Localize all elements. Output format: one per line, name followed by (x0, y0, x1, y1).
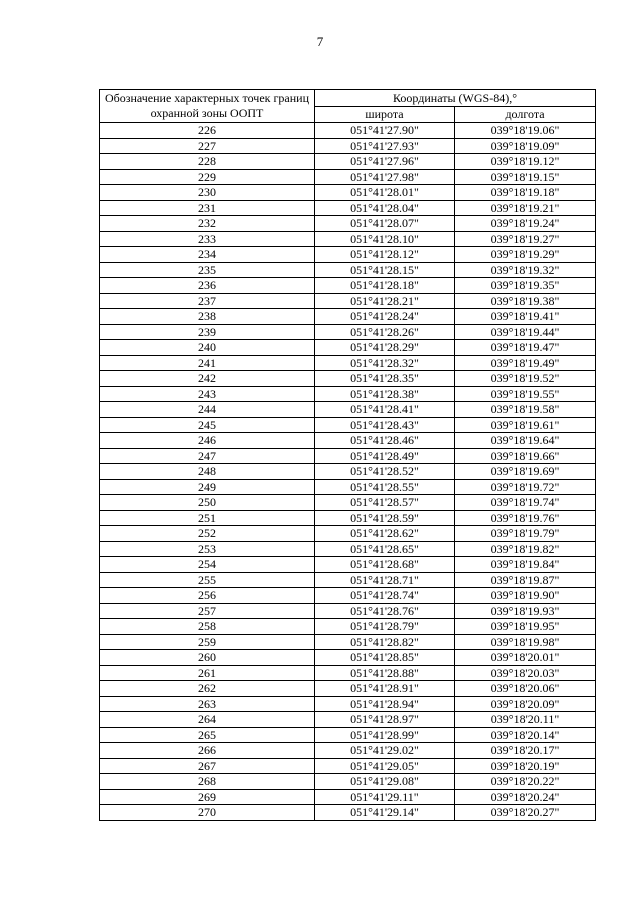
longitude-cell: 039°18'19.41" (455, 309, 596, 325)
point-cell: 268 (100, 774, 315, 790)
longitude-cell: 039°18'19.09" (455, 138, 596, 154)
longitude-cell: 039°18'19.27" (455, 231, 596, 247)
point-cell: 254 (100, 557, 315, 573)
table-row (100, 712, 596, 728)
table-row (100, 417, 596, 433)
longitude-cell: 039°18'19.12" (455, 154, 596, 170)
point-cell: 245 (100, 417, 315, 433)
point-cell: 235 (100, 262, 315, 278)
point-cell: 228 (100, 154, 315, 170)
table-row (100, 433, 596, 449)
longitude-cell: 039°18'19.74" (455, 495, 596, 511)
longitude-cell: 039°18'20.14" (455, 727, 596, 743)
latitude-cell: 051°41'28.82" (315, 634, 455, 650)
latitude-cell: 051°41'27.96" (315, 154, 455, 170)
longitude-cell: 039°18'19.52" (455, 371, 596, 387)
longitude-cell: 039°18'19.49" (455, 355, 596, 371)
point-cell: 260 (100, 650, 315, 666)
table-row (100, 371, 596, 387)
longitude-cell: 039°18'20.03" (455, 665, 596, 681)
point-cell: 269 (100, 789, 315, 805)
table-row (100, 557, 596, 573)
point-cell: 239 (100, 324, 315, 340)
latitude-cell: 051°41'28.97" (315, 712, 455, 728)
table-row (100, 231, 596, 247)
latitude-cell: 051°41'28.43" (315, 417, 455, 433)
longitude-cell: 039°18'19.61" (455, 417, 596, 433)
point-cell: 246 (100, 433, 315, 449)
longitude-cell: 039°18'20.09" (455, 696, 596, 712)
latitude-cell: 051°41'27.93" (315, 138, 455, 154)
longitude-cell: 039°18'19.58" (455, 402, 596, 418)
table-row (100, 216, 596, 232)
longitude-cell: 039°18'19.15" (455, 169, 596, 185)
longitude-cell: 039°18'19.47" (455, 340, 596, 356)
point-cell: 256 (100, 588, 315, 604)
latitude-cell: 051°41'28.57" (315, 495, 455, 511)
latitude-cell: 051°41'29.08" (315, 774, 455, 790)
table-row (100, 293, 596, 309)
table-row (100, 588, 596, 604)
longitude-cell: 039°18'19.95" (455, 619, 596, 635)
point-cell: 264 (100, 712, 315, 728)
longitude-cell: 039°18'19.82" (455, 541, 596, 557)
longitude-cell: 039°18'19.44" (455, 324, 596, 340)
table-row (100, 758, 596, 774)
latitude-cell: 051°41'28.21" (315, 293, 455, 309)
table-body (100, 123, 596, 821)
latitude-cell: 051°41'28.74" (315, 588, 455, 604)
table-row (100, 681, 596, 697)
latitude-cell: 051°41'27.90" (315, 123, 455, 139)
table-header-row (100, 90, 596, 107)
point-cell: 262 (100, 681, 315, 697)
latitude-cell: 051°41'28.49" (315, 448, 455, 464)
point-cell: 233 (100, 231, 315, 247)
point-cell: 259 (100, 634, 315, 650)
latitude-cell: 051°41'28.76" (315, 603, 455, 619)
latitude-cell: 051°41'28.07" (315, 216, 455, 232)
latitude-cell: 051°41'29.02" (315, 743, 455, 759)
longitude-cell: 039°18'20.01" (455, 650, 596, 666)
point-cell: 227 (100, 138, 315, 154)
latitude-cell: 051°41'28.12" (315, 247, 455, 263)
latitude-cell: 051°41'29.14" (315, 805, 455, 821)
latitude-cell: 051°41'28.01" (315, 185, 455, 201)
latitude-cell: 051°41'28.94" (315, 696, 455, 712)
longitude-cell: 039°18'19.79" (455, 526, 596, 542)
latitude-cell: 051°41'28.18" (315, 278, 455, 294)
point-cell: 255 (100, 572, 315, 588)
point-cell: 249 (100, 479, 315, 495)
table-row (100, 402, 596, 418)
longitude-cell: 039°18'20.22" (455, 774, 596, 790)
longitude-cell: 039°18'19.06" (455, 123, 596, 139)
table-row (100, 603, 596, 619)
table-row (100, 650, 596, 666)
latitude-cell: 051°41'28.65" (315, 541, 455, 557)
table-row (100, 774, 596, 790)
latitude-cell: 051°41'28.10" (315, 231, 455, 247)
coordinates-table (99, 89, 596, 821)
latitude-cell: 051°41'28.35" (315, 371, 455, 387)
longitude-cell: 039°18'19.24" (455, 216, 596, 232)
point-cell: 248 (100, 464, 315, 480)
point-cell: 252 (100, 526, 315, 542)
table-row (100, 789, 596, 805)
longitude-cell: 039°18'19.66" (455, 448, 596, 464)
point-cell: 243 (100, 386, 315, 402)
point-cell: 251 (100, 510, 315, 526)
latitude-cell: 051°41'27.98" (315, 169, 455, 185)
latitude-cell: 051°41'28.59" (315, 510, 455, 526)
header-points: Обозначение характерных точек границ охранной зоны ООПТ (100, 90, 315, 123)
point-cell: 232 (100, 216, 315, 232)
latitude-cell: 051°41'28.62" (315, 526, 455, 542)
table-row (100, 619, 596, 635)
point-cell: 261 (100, 665, 315, 681)
latitude-cell: 051°41'28.99" (315, 727, 455, 743)
table-row (100, 185, 596, 201)
point-cell: 242 (100, 371, 315, 387)
point-cell: 237 (100, 293, 315, 309)
latitude-cell: 051°41'28.41" (315, 402, 455, 418)
longitude-cell: 039°18'19.93" (455, 603, 596, 619)
table-row (100, 479, 596, 495)
table-row (100, 340, 596, 356)
table-row (100, 386, 596, 402)
latitude-cell: 051°41'28.68" (315, 557, 455, 573)
point-cell: 241 (100, 355, 315, 371)
latitude-cell: 051°41'28.24" (315, 309, 455, 325)
longitude-cell: 039°18'19.21" (455, 200, 596, 216)
point-cell: 253 (100, 541, 315, 557)
table-row (100, 743, 596, 759)
latitude-cell: 051°41'28.79" (315, 619, 455, 635)
latitude-cell: 051°41'28.04" (315, 200, 455, 216)
point-cell: 231 (100, 200, 315, 216)
point-cell: 263 (100, 696, 315, 712)
longitude-cell: 039°18'19.72" (455, 479, 596, 495)
longitude-cell: 039°18'19.29" (455, 247, 596, 263)
longitude-cell: 039°18'20.06" (455, 681, 596, 697)
table-row (100, 123, 596, 139)
longitude-cell: 039°18'19.98" (455, 634, 596, 650)
table-row (100, 495, 596, 511)
point-cell: 250 (100, 495, 315, 511)
point-cell: 229 (100, 169, 315, 185)
longitude-cell: 039°18'19.90" (455, 588, 596, 604)
point-cell: 266 (100, 743, 315, 759)
table-row (100, 727, 596, 743)
table-row (100, 464, 596, 480)
table-row (100, 526, 596, 542)
longitude-cell: 039°18'20.27" (455, 805, 596, 821)
page-number: 7 (316, 34, 324, 49)
point-cell: 270 (100, 805, 315, 821)
point-cell: 267 (100, 758, 315, 774)
table-row (100, 665, 596, 681)
point-cell: 265 (100, 727, 315, 743)
point-cell: 236 (100, 278, 315, 294)
table-row (100, 309, 596, 325)
table-row (100, 805, 596, 821)
table-row (100, 572, 596, 588)
latitude-cell: 051°41'28.88" (315, 665, 455, 681)
table-header (100, 90, 596, 123)
table-row (100, 200, 596, 216)
latitude-cell: 051°41'29.05" (315, 758, 455, 774)
latitude-cell: 051°41'29.11" (315, 789, 455, 805)
latitude-cell: 051°41'28.55" (315, 479, 455, 495)
table-row (100, 634, 596, 650)
longitude-cell: 039°18'20.11" (455, 712, 596, 728)
table-row (100, 138, 596, 154)
longitude-cell: 039°18'19.18" (455, 185, 596, 201)
table-row (100, 510, 596, 526)
table-row (100, 355, 596, 371)
latitude-cell: 051°41'28.71" (315, 572, 455, 588)
table-row (100, 262, 596, 278)
latitude-cell: 051°41'28.26" (315, 324, 455, 340)
point-cell: 234 (100, 247, 315, 263)
table-row (100, 247, 596, 263)
longitude-cell: 039°18'19.38" (455, 293, 596, 309)
point-cell: 257 (100, 603, 315, 619)
table-row (100, 324, 596, 340)
point-cell: 238 (100, 309, 315, 325)
longitude-cell: 039°18'19.35" (455, 278, 596, 294)
latitude-cell: 051°41'28.52" (315, 464, 455, 480)
latitude-cell: 051°41'28.15" (315, 262, 455, 278)
latitude-cell: 051°41'28.38" (315, 386, 455, 402)
table-row (100, 448, 596, 464)
point-cell: 258 (100, 619, 315, 635)
longitude-cell: 039°18'20.24" (455, 789, 596, 805)
longitude-cell: 039°18'20.17" (455, 743, 596, 759)
longitude-cell: 039°18'19.84" (455, 557, 596, 573)
longitude-cell: 039°18'19.76" (455, 510, 596, 526)
point-cell: 240 (100, 340, 315, 356)
latitude-cell: 051°41'28.85" (315, 650, 455, 666)
header-latitude: широта (315, 107, 455, 123)
longitude-cell: 039°18'19.55" (455, 386, 596, 402)
table-row (100, 278, 596, 294)
table-row (100, 169, 596, 185)
latitude-cell: 051°41'28.29" (315, 340, 455, 356)
longitude-cell: 039°18'19.87" (455, 572, 596, 588)
table-row (100, 696, 596, 712)
point-cell: 244 (100, 402, 315, 418)
longitude-cell: 039°18'19.64" (455, 433, 596, 449)
latitude-cell: 051°41'28.46" (315, 433, 455, 449)
table-row (100, 541, 596, 557)
header-longitude: долгота (455, 107, 596, 123)
longitude-cell: 039°18'20.19" (455, 758, 596, 774)
latitude-cell: 051°41'28.91" (315, 681, 455, 697)
longitude-cell: 039°18'19.69" (455, 464, 596, 480)
point-cell: 230 (100, 185, 315, 201)
point-cell: 247 (100, 448, 315, 464)
point-cell: 226 (100, 123, 315, 139)
latitude-cell: 051°41'28.32" (315, 355, 455, 371)
header-coordinates: Координаты (WGS-84),° (315, 90, 596, 107)
longitude-cell: 039°18'19.32" (455, 262, 596, 278)
table-row (100, 154, 596, 170)
